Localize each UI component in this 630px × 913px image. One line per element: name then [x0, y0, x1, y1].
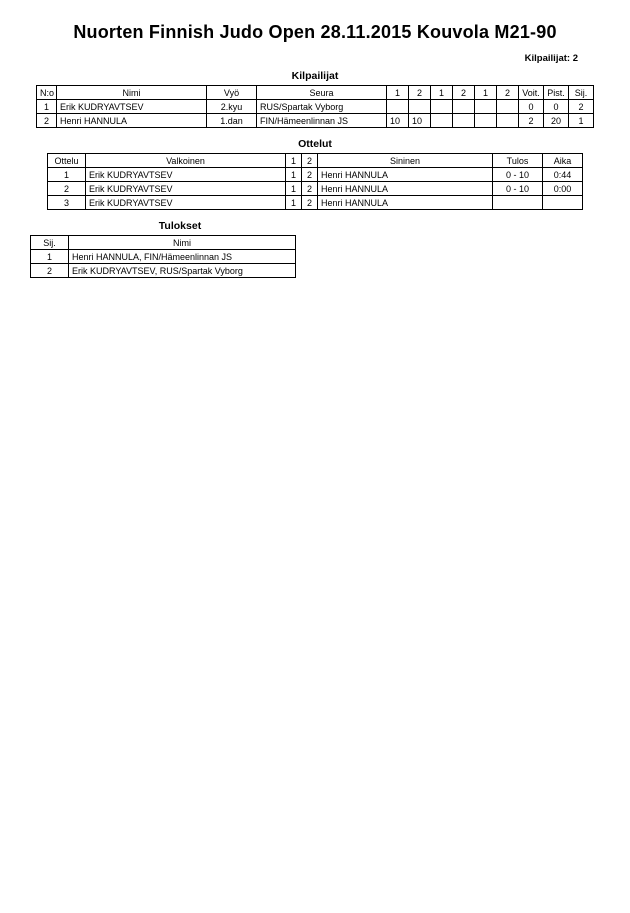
results-table-wrap: [30, 235, 630, 278]
cell-valkoinen: Erik KUDRYAVTSEV: [86, 196, 286, 210]
col-header-aika: Aika: [543, 154, 583, 168]
document-page: [0, 22, 630, 913]
cell-p2: 10: [409, 114, 431, 128]
cell-tulos: 0 - 10: [493, 168, 543, 182]
matches-table: [47, 153, 583, 210]
cell-p4: [453, 114, 475, 128]
competitor-count: Kilpailijat: 2: [524, 53, 578, 64]
col-header-p4: 2: [453, 86, 475, 100]
cell-score1: 1: [286, 182, 302, 196]
cell-tulos: [493, 196, 543, 210]
col-header-tulos: Tulos: [493, 154, 543, 168]
cell-p1: [387, 100, 409, 114]
cell-pist: 0: [544, 100, 569, 114]
col-header-score2: 2: [302, 154, 318, 168]
results-table: [30, 235, 296, 278]
cell-ottelu: 3: [48, 196, 86, 210]
page-title: Nuorten Finnish Judo Open 28.11.2015 Kouvola M21-90: [73, 22, 557, 42]
results-heading: Tulokset: [158, 220, 202, 232]
col-header-sij: Sij.: [569, 86, 594, 100]
cell-seura: FIN/Hämeenlinnan JS: [257, 114, 387, 128]
table-row: [31, 250, 296, 264]
col-header-p3: 1: [431, 86, 453, 100]
cell-voit: 0: [519, 100, 544, 114]
cell-sininen: Henri HANNULA: [318, 182, 493, 196]
table-header-row: [31, 236, 296, 250]
col-header-voit: Voit.: [519, 86, 544, 100]
cell-pist: 20: [544, 114, 569, 128]
col-header-p6: 2: [497, 86, 519, 100]
col-header-score1: 1: [286, 154, 302, 168]
table-row: [48, 168, 583, 182]
cell-ottelu: 1: [48, 168, 86, 182]
table-row: [37, 114, 594, 128]
competitors-table-wrap: [0, 85, 630, 128]
col-header-sininen: Sininen: [318, 154, 493, 168]
cell-score1: 1: [286, 168, 302, 182]
cell-nimi: Erik KUDRYAVTSEV, RUS/Spartak Vyborg: [69, 264, 296, 278]
cell-nimi: Erik KUDRYAVTSEV: [57, 100, 207, 114]
cell-score2: 2: [302, 196, 318, 210]
col-header-nimi: Nimi: [57, 86, 207, 100]
cell-tulos: 0 - 10: [493, 182, 543, 196]
cell-sij: 1: [31, 250, 69, 264]
table-row: [37, 100, 594, 114]
cell-score2: 2: [302, 168, 318, 182]
cell-valkoinen: Erik KUDRYAVTSEV: [86, 182, 286, 196]
cell-valkoinen: Erik KUDRYAVTSEV: [86, 168, 286, 182]
cell-sij: 2: [569, 100, 594, 114]
cell-score2: 2: [302, 182, 318, 196]
col-header-ottelu: Ottelu: [48, 154, 86, 168]
cell-aika: 0:00: [543, 182, 583, 196]
cell-sininen: Henri HANNULA: [318, 196, 493, 210]
table-header-row: [48, 154, 583, 168]
table-row: [48, 196, 583, 210]
cell-p5: [475, 100, 497, 114]
col-header-nimi: Nimi: [69, 236, 296, 250]
cell-aika: 0:44: [543, 168, 583, 182]
cell-score1: 1: [286, 196, 302, 210]
col-header-vyo: Vyö: [207, 86, 257, 100]
cell-p5: [475, 114, 497, 128]
table-row: [31, 264, 296, 278]
col-header-valkoinen: Valkoinen: [86, 154, 286, 168]
col-header-p2: 2: [409, 86, 431, 100]
cell-p6: [497, 114, 519, 128]
cell-no: 2: [37, 114, 57, 128]
cell-nimi: Henri HANNULA, FIN/Hämeenlinnan JS: [69, 250, 296, 264]
cell-voit: 2: [519, 114, 544, 128]
cell-p3: [431, 114, 453, 128]
cell-sij: 2: [31, 264, 69, 278]
cell-ottelu: 2: [48, 182, 86, 196]
cell-p4: [453, 100, 475, 114]
cell-no: 1: [37, 100, 57, 114]
table-row: [48, 182, 583, 196]
cell-p2: [409, 100, 431, 114]
cell-seura: RUS/Spartak Vyborg: [257, 100, 387, 114]
cell-p6: [497, 100, 519, 114]
cell-sij: 1: [569, 114, 594, 128]
matches-table-wrap: [0, 153, 630, 210]
col-header-p1: 1: [387, 86, 409, 100]
cell-vyo: 2.kyu: [207, 100, 257, 114]
cell-vyo: 1.dan: [207, 114, 257, 128]
col-header-p5: 1: [475, 86, 497, 100]
col-header-pist: Pist.: [544, 86, 569, 100]
table-header-row: [37, 86, 594, 100]
col-header-no: N:o: [37, 86, 57, 100]
cell-sininen: Henri HANNULA: [318, 168, 493, 182]
col-header-seura: Seura: [257, 86, 387, 100]
competitors-table: [36, 85, 594, 128]
matches-heading: Ottelut: [298, 138, 332, 150]
cell-p1: 10: [387, 114, 409, 128]
cell-p3: [431, 100, 453, 114]
cell-aika: [543, 196, 583, 210]
col-header-sij: Sij.: [31, 236, 69, 250]
competitors-heading: Kilpailijat: [291, 70, 339, 82]
cell-nimi: Henri HANNULA: [57, 114, 207, 128]
